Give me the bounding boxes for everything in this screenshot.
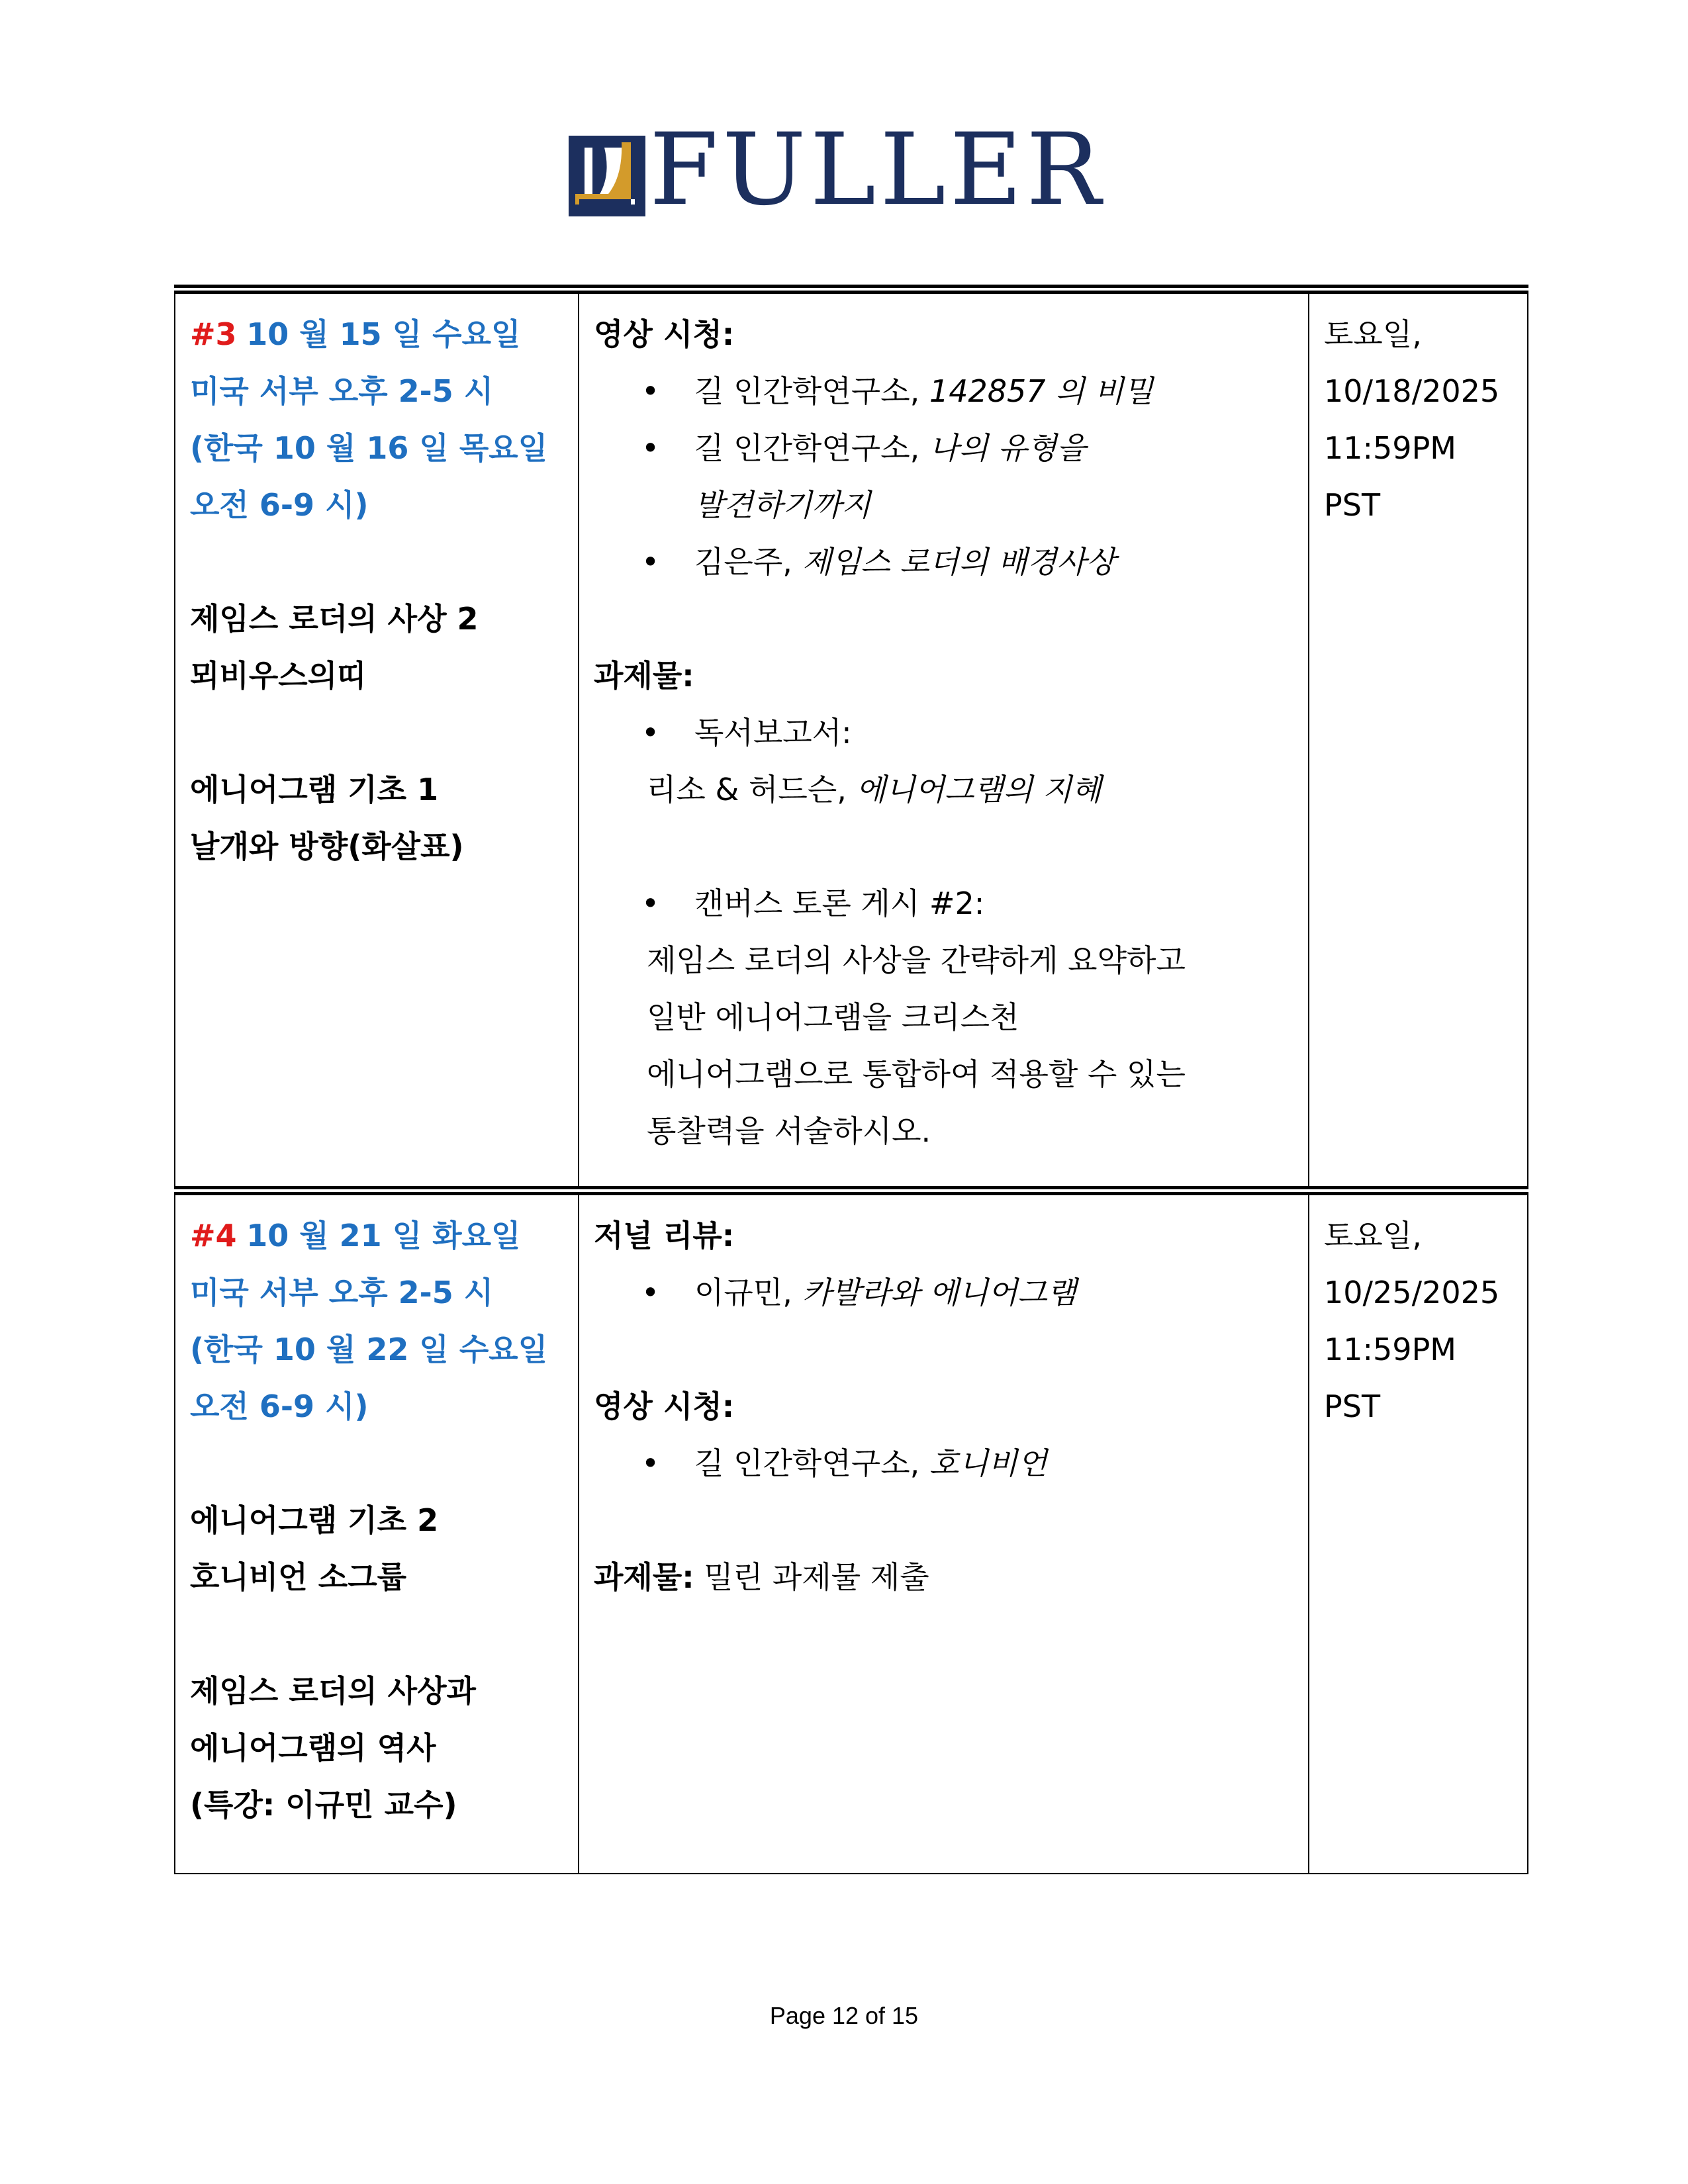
list-item: • 길 인간학연구소, 나의 유형을 발견하기까지 [594,420,1293,533]
video-title-cont: 발견하기까지 [694,487,871,523]
list-item: • 김은주, 제임스 로더의 배경사상 [594,533,1293,590]
bullet-icon: • [641,1275,660,1310]
session-date-us: 10 월 21 일 화요일 [246,1218,521,1253]
journal-title: 카발라와 에니어그램 [802,1275,1077,1310]
video-heading: 영상 시청: [594,316,735,352]
week-3-due-cell [1309,289,1528,1191]
week-3-row [175,289,1528,1191]
fuller-logo [566,113,1109,228]
week-4-due-cell [1309,1191,1528,1874]
due-timezone: PST [1324,487,1381,523]
session-date-kr: (한국 10 월 22 일 수요일 [190,1332,548,1367]
list-item: • 이규민, 카발라와 에니어그램 [594,1264,1293,1321]
assignment-list [594,875,1293,932]
journal-list [594,1264,1293,1321]
bullet-icon: • [641,715,660,751]
due-time: 11:59PM [1324,1332,1456,1367]
discussion-text: 제임스 로더의 사상을 간략하게 요약하고 [647,942,1186,978]
topic-subtitle: 호니비언 소그룹 [190,1559,407,1595]
topic-subtitle: 날개와 방향(화살표) [190,829,464,864]
assignment-heading: 과제물: [594,1559,694,1595]
assignment-list [594,704,1293,761]
video-list [594,363,1293,590]
week-3-session-cell [175,289,579,1191]
week-4-assignments-cell [579,1191,1309,1874]
week-4-row [175,1191,1528,1874]
book-mark-icon [566,136,645,218]
week-number: #3 [190,316,237,352]
list-item [594,875,1293,932]
discussion-text: 통찰력을 서술하시오. [647,1113,931,1149]
topic-title: 제임스 로더의 사상 2 [190,601,479,637]
topic-subtitle: 에니어그램의 역사 [190,1730,436,1766]
bullet-icon: • [641,544,660,580]
session-time-us: 미국 서부 오후 2-5 시 [190,1275,494,1310]
list-item: • 길 인간학연구소, 호니비언 [594,1435,1293,1492]
session-date-kr: (한국 10 월 16 일 목요일 [190,430,548,466]
video-title: 제임스 로더의 배경사상 [802,544,1116,580]
due-day: 토요일, [1324,316,1422,352]
week-4-session-cell [175,1191,579,1874]
discussion-label: 캔버스 토론 게시 #2: [694,886,985,921]
week-number: #4 [190,1218,237,1253]
due-day: 토요일, [1324,1218,1422,1253]
discussion-text: 에니어그램으로 통합하여 적용할 수 있는 [647,1056,1186,1092]
course-schedule-table [174,285,1528,1874]
guest-lecture: (특강: 이규민 교수) [190,1787,457,1823]
video-list [594,1435,1293,1492]
topic-title: 제임스 로더의 사상과 [190,1673,476,1709]
topic-subtitle: 뫼비우스의띠 [190,658,367,694]
bullet-icon: • [641,886,660,921]
video-heading: 영상 시청: [594,1388,735,1424]
page-number: Page 12 of 15 [769,2002,919,2029]
session-date-us: 10 월 15 일 수요일 [246,316,521,352]
due-timezone: PST [1324,1388,1381,1424]
journal-heading: 저널 리뷰: [594,1218,735,1253]
session-time-kr: 오전 6-9 시) [190,1388,369,1424]
session-time-kr: 오전 6-9 시) [190,487,369,523]
assignment-heading: 과제물: [594,658,694,694]
book-report-label: 독서보고서: [694,715,852,751]
session-time-us: 미국 서부 오후 2-5 시 [190,373,494,409]
bullet-icon: • [641,373,660,409]
due-time: 11:59PM [1324,430,1456,466]
due-date: 10/25/2025 [1324,1275,1500,1310]
list-item [594,704,1293,761]
list-item: • 길 인간학연구소, 142857 의 비밀 [594,363,1293,420]
book-author: 리소 & 허드슨, [647,772,857,807]
book-title: 에니어그램의 지혜 [856,772,1102,807]
week-3-assignments-cell [579,289,1309,1191]
topic-title: 에니어그램 기초 2 [190,1502,439,1538]
video-title: 142857 의 비밀 [929,373,1154,409]
logo-wordmark: FULLER [649,113,1105,228]
bullet-icon: • [641,1445,660,1481]
video-title: 나의 유형을 [929,430,1086,466]
topic-title: 에니어그램 기초 1 [190,772,439,807]
video-title: 호니비언 [929,1445,1047,1481]
due-date: 10/18/2025 [1324,373,1500,409]
bullet-icon: • [641,430,660,466]
discussion-text: 일반 에니어그램을 크리스천 [647,999,1019,1035]
assignment-text: 밀린 과제물 제출 [694,1559,929,1595]
